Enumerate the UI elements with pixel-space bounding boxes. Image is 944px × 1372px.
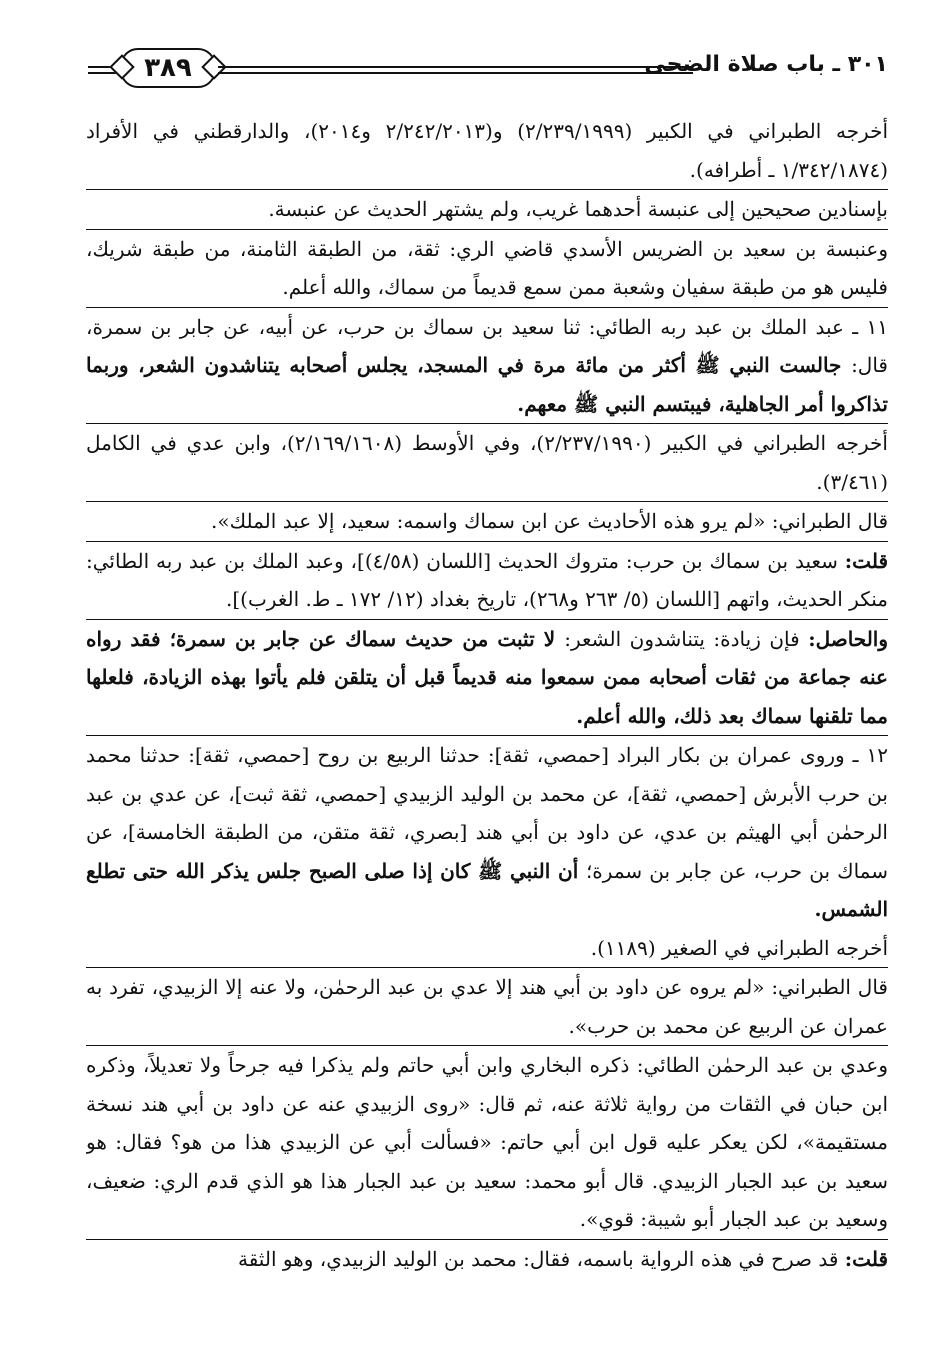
- paragraph: أخرجه الطبراني في الصغير (١١٨٩).: [590, 935, 888, 960]
- paragraph: وعنبسة بن سعيد بن الضريس الأسدي قاضي الري: ثقة، من الطبقة الثامنة، من طبقة شريك، فليس هو من طبقة سفيان وشعبة ممن سمع قديماً من سماك، والله أعلم.: [86, 229, 888, 307]
- header-rule: [218, 66, 693, 74]
- chapter-title: ٣٠١ ـ باب صلاة الضحى: [644, 52, 888, 77]
- note-paragraph: قلت: سعيد بن سماك بن حرب: متروك الحديث [اللسان (٤/٥٨)]، وعبد الملك بن عبد ربه الطائي: منكر الحديث، واتهم [اللسان (٥/ ٢٦٣ و٢٦٨)، تاريخ بغداد (١٢/ ١٧٢ ـ ط. الغرب)].: [86, 541, 888, 619]
- page-number: ٣٨٩: [144, 53, 192, 83]
- page-number-badge: [120, 48, 216, 88]
- paragraph: بإسنادين صحيحين إلى عنبسة أحدهما غريب، ولم يشتهر الحديث عن عنبسة.: [86, 189, 888, 229]
- paragraph: أخرجه الطبراني في الكبير (٢/٢٣٧/١٩٩٠)، وفي الأوسط (٢/١٦٩/١٦٠٨)، وابن عدي في الكامل (٣/٤٦١).: [86, 423, 888, 501]
- note-paragraph: قلت: قد صرح في هذه الرواية باسمه، فقال: محمد بن الوليد الزبيدي، وهو الثقة: [86, 1239, 888, 1279]
- paragraph: أخرجه الطبراني في الكبير (٢/٢٣٩/١٩٩٩) و(٢/٢٤٢/٢٠١٣ و٢٠١٤)، والدارقطني في الأفراد (١/٣٤٢/١٨٧٤ ـ أطرافه).: [86, 119, 888, 182]
- page-body: [86, 112, 888, 1352]
- summary-paragraph: والحاصل: فإن زيادة: يتناشدون الشعر: لا تثبت من حديث سماك عن جابر بن سمرة؛ فقد رواه عنه جماعة من ثقات أصحابه ممن سمعوا منه قديماً قبل أن يتلقن فلم يأتوا بهذه الزيادة، فلعلها مما تلقنها سماك بعد ذلك، والله أعلم.: [86, 619, 888, 736]
- hadith-paragraph: ١١ ـ عبد الملك بن عبد ربه الطائي: ثنا سعيد بن سماك بن حرب، عن أبيه، عن جابر بن سمرة، قال: جالست النبي ﷺ أكثر من مائة مرة في المسجد، يجلس أصحابه يتناشدون الشعر، وربما تذاكروا أمر الجاهلية، فيبتسم النبي ﷺ معهم.: [86, 307, 888, 424]
- page-header: [88, 44, 888, 94]
- hadith-paragraph: ١٢ ـ وروى عمران بن بكار البراد [حمصي، ثقة]: حدثنا الربيع بن روح [حمصي، ثقة]: حدثنا محمد بن حرب الأبرش [حمصي، ثقة]، عن محمد بن الوليد الزبيدي [حمصي، ثقة ثبت]، عن عدي بن عبد الرحمٰن أبي الهيثم بن عدي، عن داود بن أبي هند [بصري، ثقة متقن، من الطبقة الخامسة]، عن سماك بن حرب، عن جابر بن سمرة؛ أن النبي ﷺ كان إذا صلى الصبح جلس يذكر الله حتى تطلع الشمس.: [86, 735, 888, 929]
- paragraph: قال الطبراني: «لم يرو هذه الأحاديث عن ابن سماك واسمه: سعيد، إلا عبد الملك».: [86, 501, 888, 541]
- paragraph: قال الطبراني: «لم يروه عن داود بن أبي هند إلا عدي بن عبد الرحمٰن، ولا عنه إلا الزبيدي، تفرد به عمران عن الربيع عن محمد بن حرب».: [86, 967, 888, 1045]
- paragraph: وعدي بن عبد الرحمٰن الطائي: ذكره البخاري وابن أبي حاتم ولم يذكرا فيه جرحاً ولا تعديلاً، وذكره ابن حبان في الثقات من رواية ثلاثة عنه، ثم قال: «روى الزبيدي عنه عن داود بن أبي هند نسخة مستقيمة»، لكن يعكر عليه قول ابن أبي حاتم: «فسألت أبي عن الزبيدي هذا من هو؟ فقال: هو سعيد بن عبد الجبار الزبيدي. قال أبو محمد: سعيد بن عبد الجبار هذا هو الذي قدم الري: ضعيف، وسعيد بن عبد الجبار أبو شيبة: قوي».: [86, 1045, 888, 1239]
